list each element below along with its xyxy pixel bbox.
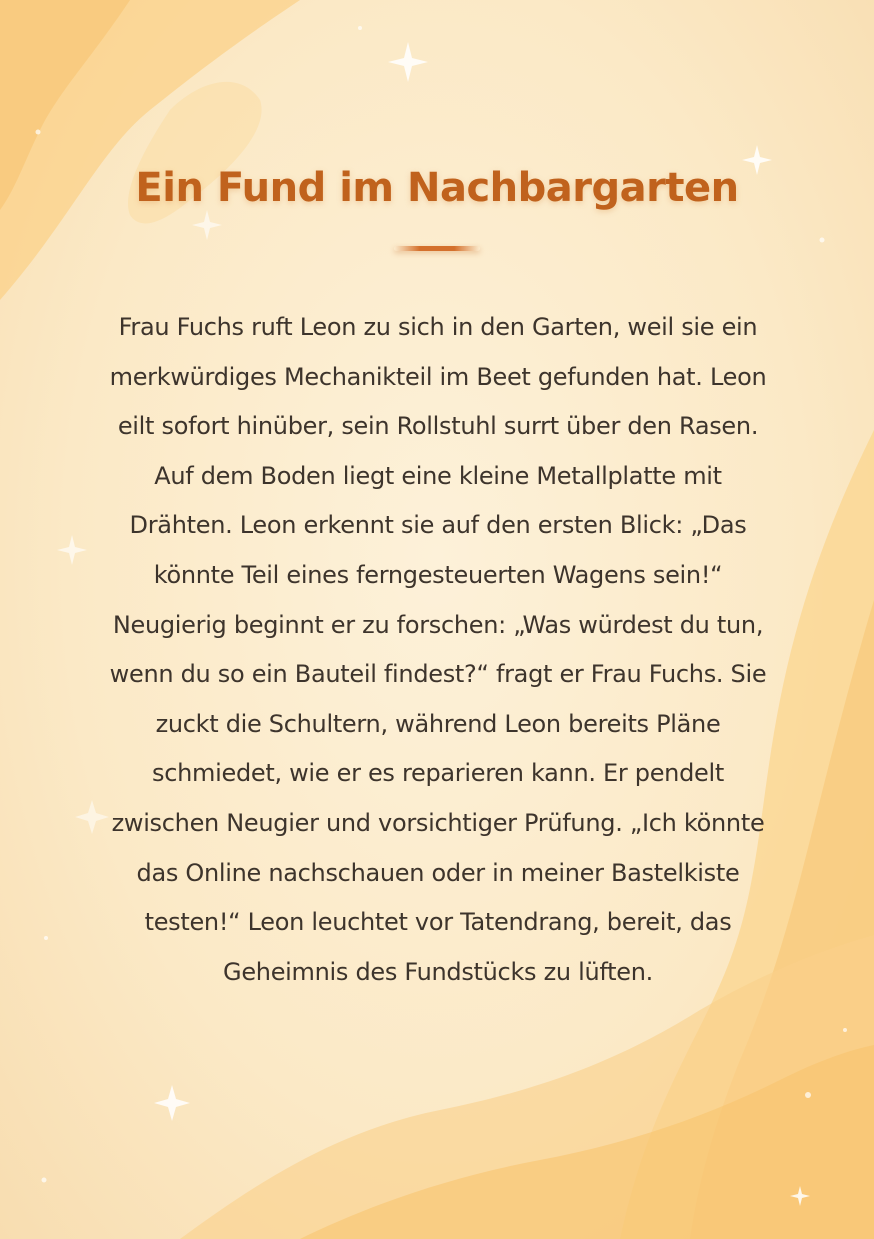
story-text: Frau Fuchs ruft Leon zu sich in den Garten, weil sie ein merkwürdiges Mechanikteil im Beet gefunden hat. Leon eilt sofort hinüber, sein Rollstuhl surrt über den Rasen. Auf dem Boden liegt eine kleine Metallplatte mit Drähten. Leon erkennt sie auf den ersten Blick: „Das könnte Teil eines ferngesteuerten Wagens sein!“ Neugierig beginnt er zu forschen: „Was würdest du tun, wenn du so ein Bauteil findest?“ fragt er Frau Fuchs. Sie zuckt die Schultern, während Leon bereits Pläne schmiedet, wie er es reparieren kann. Er pendelt zwischen Neugier und vorsichtiger Prüfung. „Ich könnte das Online nachschauen oder in meiner Bastelkiste testen!“ Leon leuchtet vor Tatendrang, bereit, das Geheimnis des Fundstücks zu lüften.: [109, 313, 767, 986]
sparkle-icon: [75, 800, 109, 834]
sparkle-icon: [154, 1085, 190, 1121]
title-divider: [394, 246, 480, 251]
page-title: Ein Fund im Nachbargarten: [135, 165, 739, 211]
sparkle-dot: [805, 1092, 811, 1098]
sparkle-icon: [388, 42, 428, 82]
sparkle-dot: [44, 936, 48, 940]
sparkle-dot: [358, 26, 362, 30]
sparkle-dot: [843, 1028, 847, 1032]
sparkle-dot: [820, 238, 825, 243]
sparkle-dot: [42, 1178, 47, 1183]
sparkle-icon: [57, 535, 87, 565]
sparkle-dot: [36, 130, 41, 135]
